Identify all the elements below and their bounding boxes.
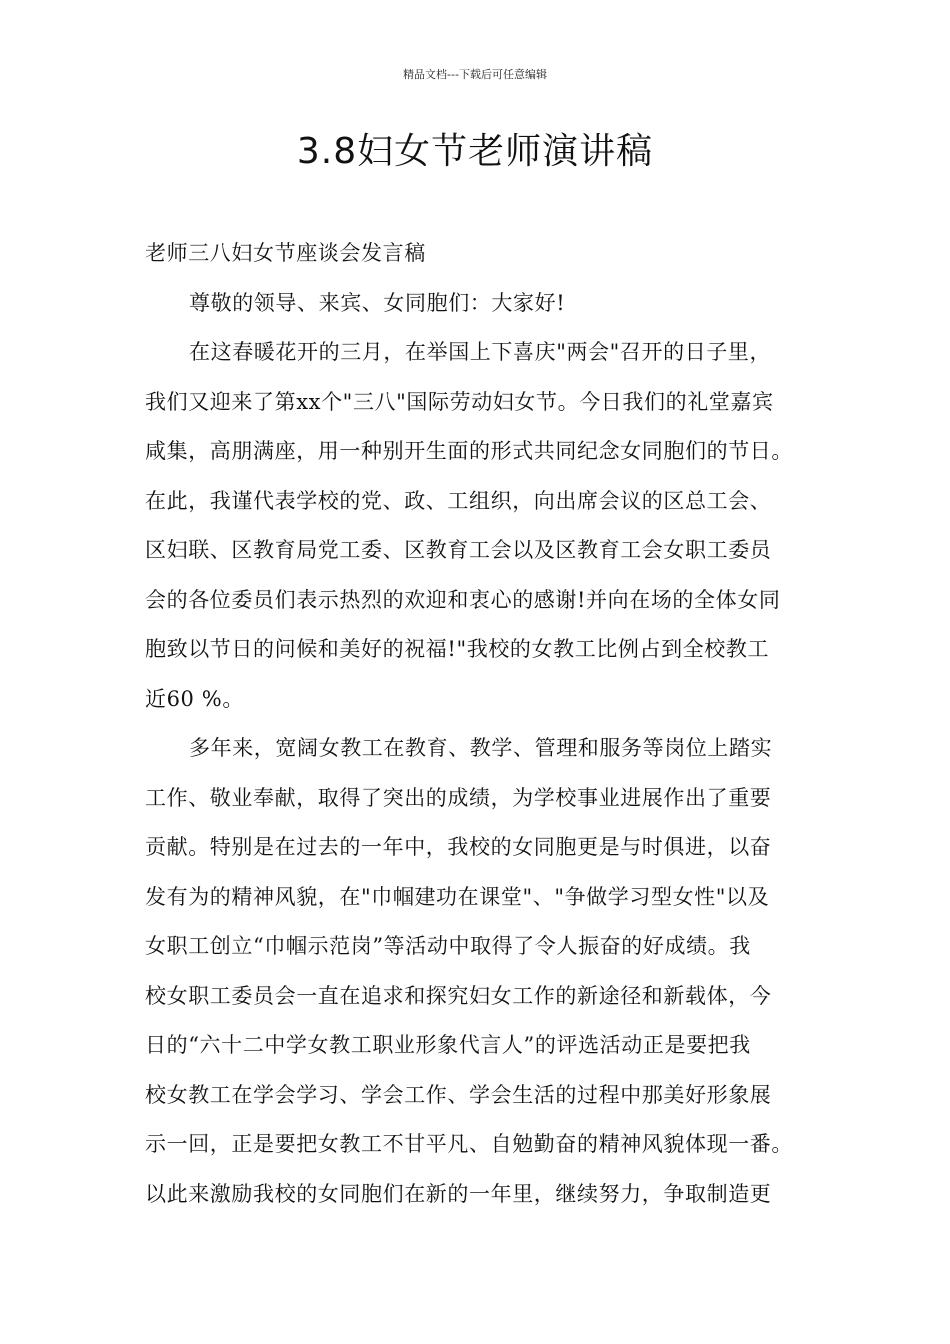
document-body	[145, 229, 810, 1219]
subtitle-line: 老师三八妇女节座谈会发言稿	[145, 241, 426, 265]
greeting-line: 尊敬的领导、来宾、女同胞们：大家好!	[189, 290, 566, 315]
paragraph-line: 日的“六十二中学女教工职业形象代言人”的评选活动正是要把我	[145, 1033, 751, 1057]
paragraph-line: 工作、敬业奉献，取得了突出的成绩，为学校事业进展作出了重要	[145, 785, 772, 810]
paragraph-line: 贡献。特别是在过去的一年中，我校的女同胞更是与时俱进，以奋	[145, 835, 772, 859]
paragraph-line: 在这春暖花开的三月，在举国上下喜庆"两会"召开的日子里，	[189, 340, 772, 364]
paragraph-line: 我们又迎来了第xx个"三八"国际劳动妇女节。今日我们的礼堂嘉宾	[145, 389, 774, 414]
paragraph-line: 校女教工在学会学习、学会工作、学会生活的过程中那美好形象展	[145, 1082, 772, 1107]
paragraph-line: 在此，我谨代表学校的党、政、工组织，向出席会议的区总工会、	[145, 488, 772, 513]
paragraph-line: 咸集，高朋满座，用一种别开生面的形式共同纪念女同胞们的节日。	[145, 439, 793, 463]
paragraph-line: 胞致以节日的问候和美好的祝福!"我校的女教工比例占到全校教工	[145, 637, 770, 661]
paragraph-line: 示一回，正是要把女教工不甘平凡、自勉勤奋的精神风貌体现一番。	[145, 1132, 793, 1156]
paragraph-line: 以此来激励我校的女同胞们在新的一年里，继续努力，争取制造更	[145, 1181, 772, 1206]
paragraph-line: 近60 %。	[145, 686, 244, 711]
paragraph-line: 区妇联、区教育局党工委、区教育工会以及区教育工会女职工委员	[145, 538, 772, 562]
paragraph-line: 多年来，宽阔女教工在教育、教学、管理和服务等岗位上踏实	[189, 736, 773, 760]
paragraph-line: 会的各位委员们表示热烈的欢迎和衷心的感谢!并向在场的全体女同	[145, 587, 781, 612]
paragraph-line: 发有为的精神风貌，在"巾帼建功在课堂"、"争做学习型女性"以及	[145, 884, 770, 909]
document-title: 3.8妇女节老师演讲稿	[296, 131, 654, 172]
header-note: 精品文档---下载后可任意编辑	[403, 68, 547, 81]
paragraph-line: 女职工创立“巾帼示范岗”等活动中取得了令人振奋的好成绩。我	[145, 934, 751, 958]
paragraph-line: 校女职工委员会一直在追求和探究妇女工作的新途径和新载体，今	[145, 983, 772, 1008]
